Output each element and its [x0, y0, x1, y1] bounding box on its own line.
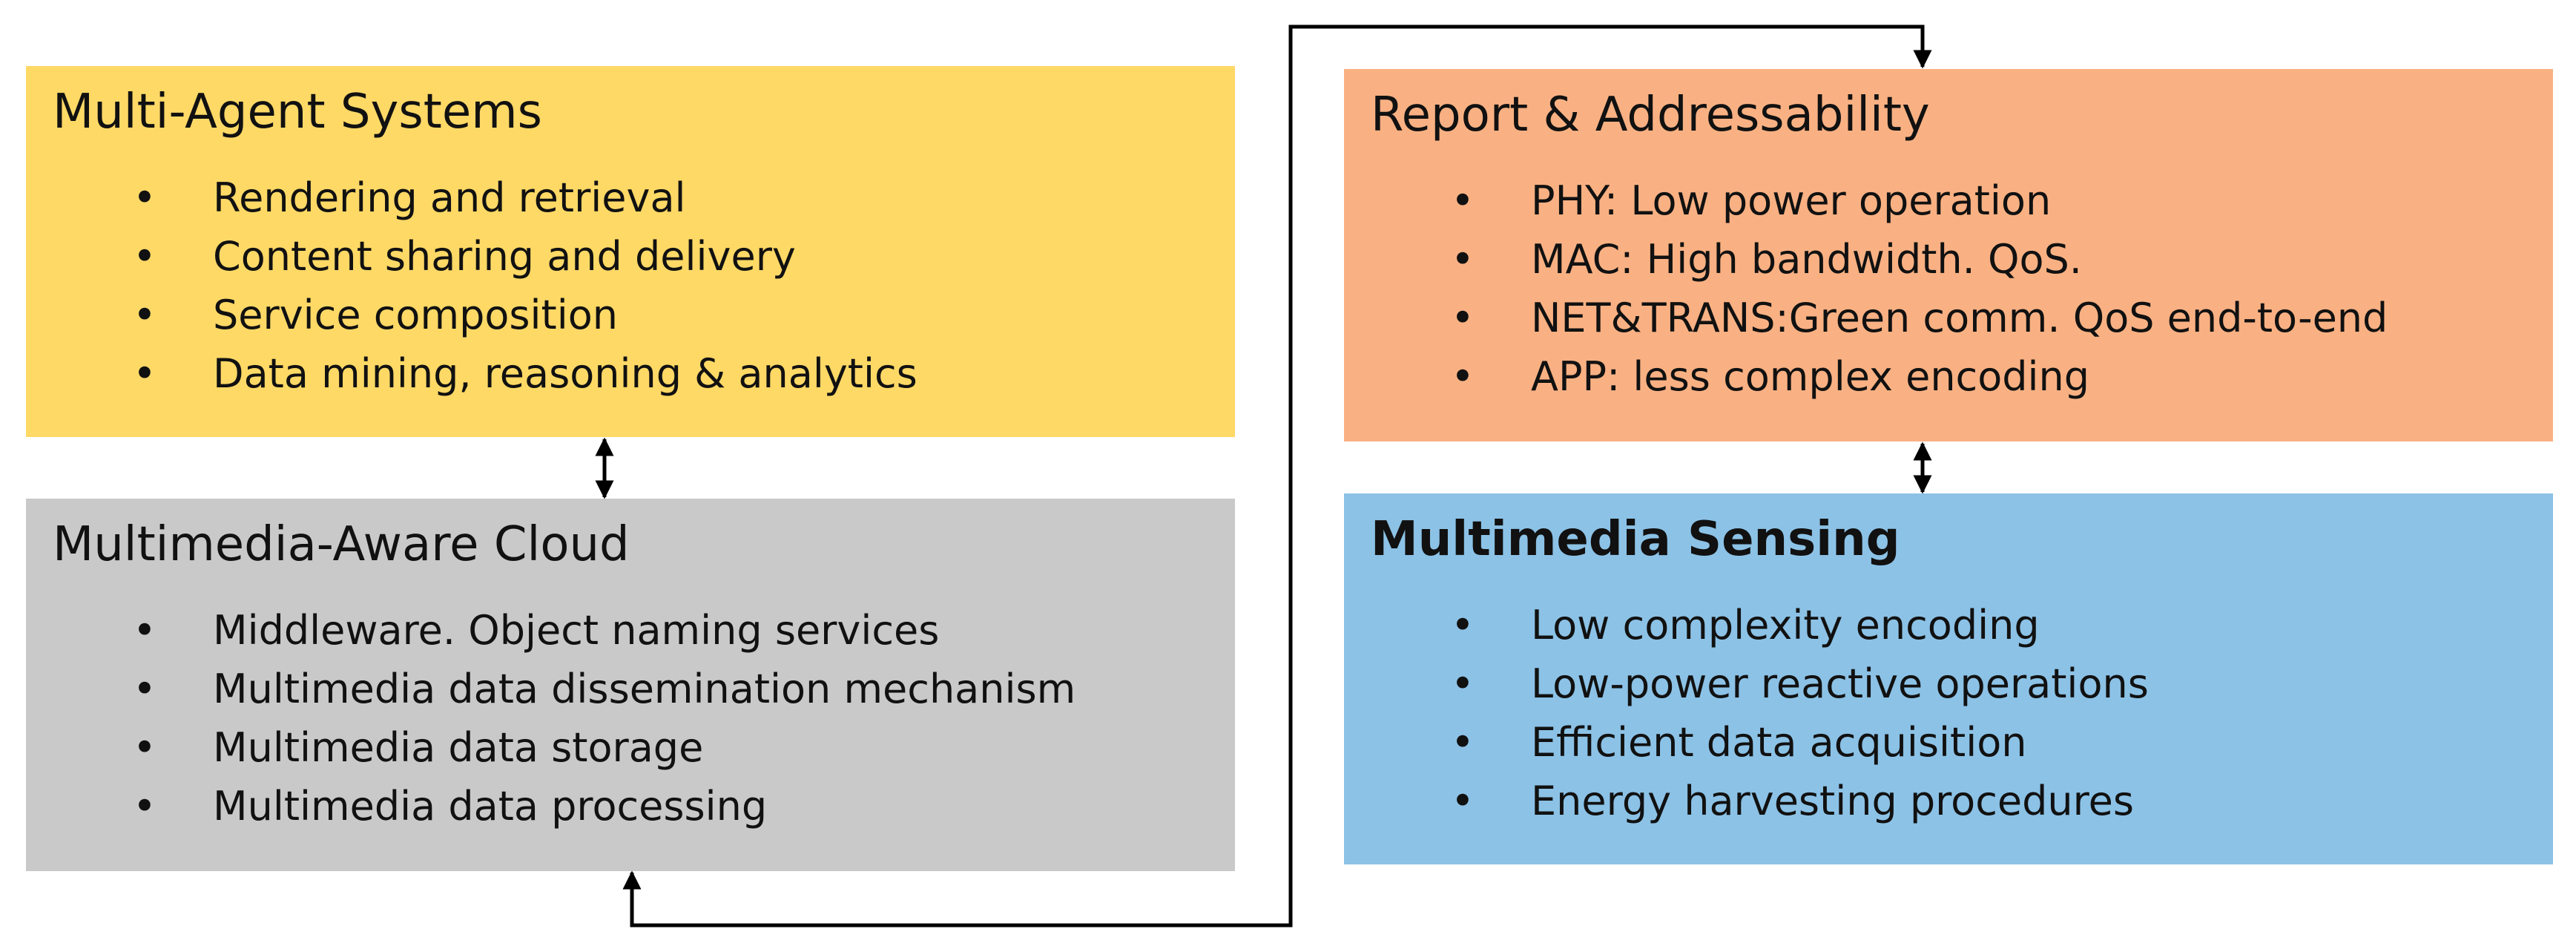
loop-connector-arrow	[632, 27, 1923, 925]
list-item-text: PHY: Low power operation	[1531, 177, 2052, 224]
bullet-icon: •	[1451, 660, 1475, 707]
list-item-text: Multimedia data dissemination mechanism	[213, 666, 1076, 712]
report-addressability-title: Report & Addressability	[1371, 88, 1930, 142]
bullet-icon: •	[133, 174, 157, 221]
list-item-text: MAC: High bandwidth. QoS.	[1531, 236, 2082, 283]
multimedia-aware-cloud-title: Multimedia-Aware Cloud	[53, 517, 630, 572]
list-item-text: Low-power reactive operations	[1531, 660, 2149, 707]
list-item-text: Middleware. Object naming services	[213, 607, 940, 654]
list-item-text: NET&TRANS:Green comm. QoS end-to-end	[1531, 295, 2388, 341]
bullet-icon: •	[1451, 602, 1475, 649]
bullet-icon: •	[133, 292, 157, 338]
bullet-icon: •	[133, 666, 157, 712]
list-item-text: Multimedia data storage	[213, 724, 704, 771]
bullet-icon: •	[133, 233, 157, 280]
list-item-text: Multimedia data processing	[213, 783, 768, 830]
list-item-text: Low complexity encoding	[1531, 602, 2040, 649]
bullet-icon: •	[133, 607, 157, 654]
list-item-text: Efficient data acquisition	[1531, 719, 2027, 766]
bullet-icon: •	[133, 350, 157, 397]
bullet-icon: •	[1451, 177, 1475, 224]
list-item-text: Content sharing and delivery	[213, 233, 796, 280]
list-item-text: Data mining, reasoning & analytics	[213, 350, 918, 397]
multimedia-sensing-title: Multimedia Sensing	[1371, 512, 1900, 567]
bullet-icon: •	[1451, 295, 1475, 341]
bullet-icon: •	[1451, 778, 1475, 824]
bullet-icon: •	[1451, 353, 1475, 400]
list-item-text: Energy harvesting procedures	[1531, 778, 2135, 824]
list-item-text: APP: less complex encoding	[1531, 353, 2090, 400]
multi-agent-systems-title: Multi-Agent Systems	[53, 85, 542, 139]
bullet-icon: •	[1451, 236, 1475, 283]
bullet-icon: •	[133, 783, 157, 830]
list-item-text: Rendering and retrieval	[213, 174, 686, 221]
bullet-icon: •	[133, 724, 157, 771]
bullet-icon: •	[1451, 719, 1475, 766]
list-item-text: Service composition	[213, 292, 618, 338]
